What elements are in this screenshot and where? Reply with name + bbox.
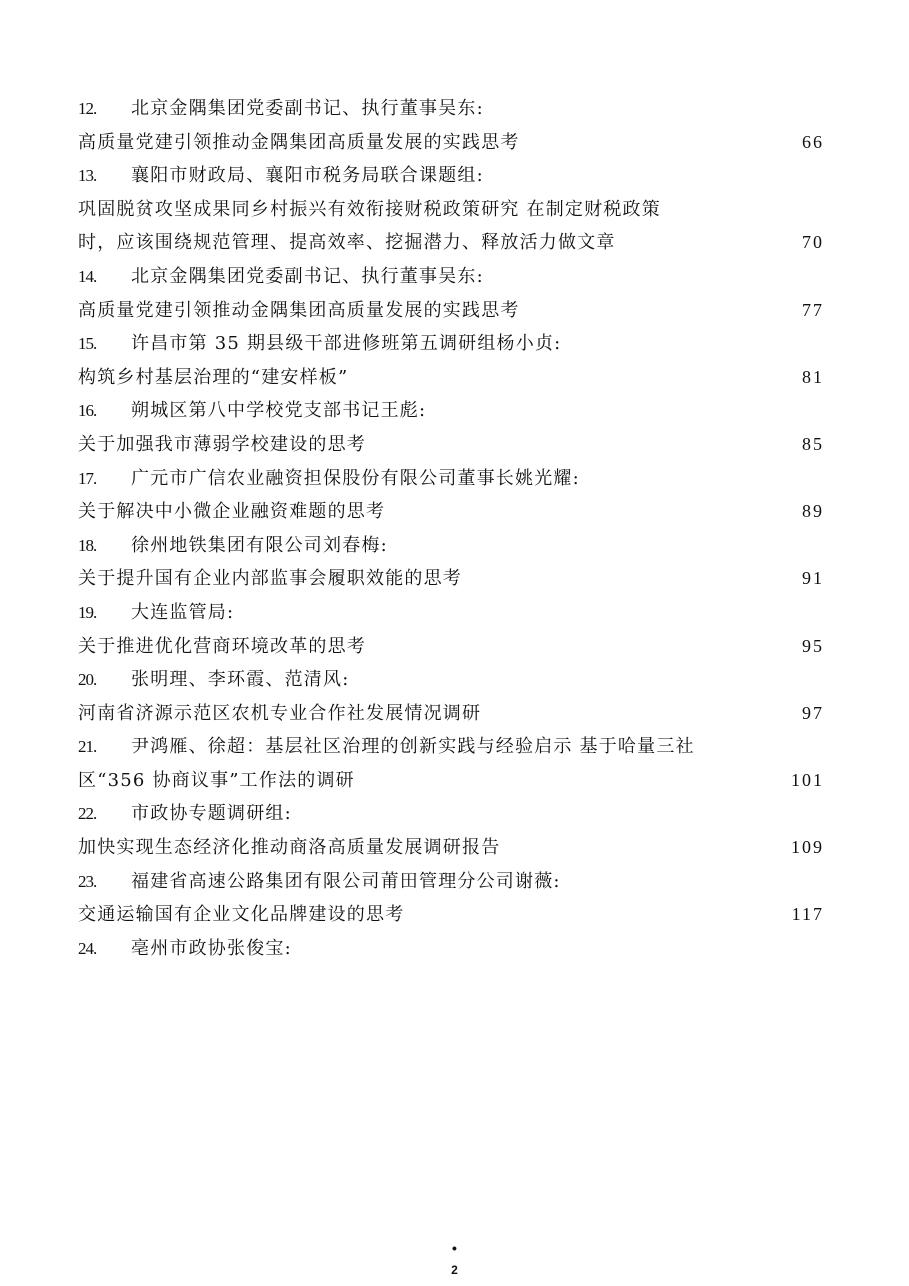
toc-entry-title-line [78,226,824,260]
toc-entry-page: 77 [802,299,824,320]
toc-entry-page: 85 [802,433,824,454]
toc-entry[interactable] [78,260,824,327]
toc-entry-title: 加快实现生态经济化推动商洛高质量发展调研报告 [78,837,501,859]
toc-entry-heading [78,932,824,966]
toc-entry-page: 109 [791,837,824,858]
toc-entry-author: 北京金隅集团党委副书记、执行董事吴东: [131,98,484,119]
toc-entry-title: 巩固脱贫攻坚成果同乡村振兴有效衔接财税政策研究 在制定财税政策 [78,198,661,220]
toc-entry-author: 襄阳市财政局、襄阳市税务局联合课题组: [131,165,484,187]
toc-entry-page: 81 [802,366,824,387]
toc-entry-number: 19. [78,602,97,622]
toc-entry-number: 23. [78,871,97,891]
toc-entry-page: 95 [802,635,824,656]
toc-entry-author: 福建省高速公路集团有限公司莆田管理分公司谢薇: [131,870,561,892]
toc-entry-page: 89 [802,501,824,522]
toc-entry-author: 大连监管局: [131,601,235,623]
toc-entry-number: 14. [78,266,97,286]
toc-entry[interactable] [78,394,824,461]
toc-entry-title: 河南省济源示范区农机专业合作社发展情况调研 [78,702,482,724]
toc-entry-author: 市政协专题调研组: [131,803,292,825]
toc-entry-heading [78,92,824,126]
toc-entry-heading [78,663,824,697]
toc-entry-number: 17. [78,468,97,488]
toc-entry-page: 97 [802,702,824,723]
toc-entry-author: 张明理、李环霞、范清风: [131,669,350,691]
toc-entry-page: 91 [802,568,824,589]
toc-entry[interactable] [78,865,824,932]
toc-entry-title: 关于解决中小微企业融资难题的思考 [78,501,386,523]
toc-entry[interactable] [78,462,824,529]
toc-entry-author: 许昌市第 35 期县级干部进修班第五调研组杨小贞: [131,333,562,355]
toc-entry-heading [78,529,824,563]
toc-entry[interactable] [78,159,824,260]
toc-entry-title: 交通运输国有企业文化品牌建设的思考 [78,904,405,926]
toc-entry-number: 18. [78,535,97,555]
toc-entry-number: 24. [78,938,97,958]
toc-entry-number: 15. [78,334,97,354]
toc-entry-author: 徐州地铁集团有限公司刘春梅: [131,534,388,556]
toc-entry-title-line [78,193,824,227]
toc-entry-title-line [78,126,824,160]
toc-entry-title: 关于提升国有企业内部监事会履职效能的思考 [78,568,462,590]
toc-entry-page: 66 [802,131,824,152]
toc-entry-author: 朔城区第八中学校党支部书记王彪: [131,400,427,422]
toc-entry-title-line [78,630,824,664]
toc-entry-number: 22. [78,804,97,824]
toc-entry-title: 高质量党建引领推动金隅集团高质量发展的实践思考 [78,299,520,321]
toc-entry-number: 13. [78,166,97,186]
toc-entry[interactable] [78,92,824,159]
toc-entry-author: 尹鸿雁、徐超：基层社区治理的创新实践与经验启示 基于哈量三社 [131,736,695,758]
toc-entry-heading [78,596,824,630]
toc-entry-number: 21. [78,737,97,757]
toc-entry-title: 关于推进优化营商环境改革的思考 [78,635,366,657]
toc-entry-title-line [78,831,824,865]
toc-entry-heading [78,394,824,428]
toc-entry[interactable] [78,932,824,966]
toc-entry-title-line [78,764,824,798]
toc-entry-title: 高质量党建引领推动金隅集团高质量发展的实践思考 [78,131,520,153]
toc-entry[interactable] [78,596,824,663]
toc-entry-title-line [78,562,824,596]
toc-entry-number: 12. [78,99,97,118]
toc-entry-title: 区“356 协商议事”工作法的调研 [78,769,355,791]
table-of-contents [78,92,824,965]
toc-entry[interactable] [78,327,824,394]
toc-entry-page: 101 [791,769,824,790]
toc-entry-author: 亳州市政协张俊宝: [131,937,292,959]
footer-dot: • [452,1240,457,1256]
toc-entry-title-line [78,697,824,731]
toc-entry-title-line [78,495,824,529]
toc-entry-number: 20. [78,670,97,690]
toc-entry-title: 关于加强我市薄弱学校建设的思考 [78,433,366,455]
toc-entry-title-line [78,294,824,328]
toc-entry-author: 广元市广信农业融资担保股份有限公司董事长姚光耀: [131,467,580,489]
toc-entry-heading [78,730,824,764]
toc-entry-title-line [78,898,824,932]
toc-entry[interactable] [78,797,824,864]
toc-entry[interactable] [78,730,824,797]
toc-entry-heading [78,865,824,899]
toc-entry[interactable] [78,529,824,596]
toc-entry-heading [78,159,824,193]
page-number: 2 [451,1263,458,1277]
toc-entry-title: 构筑乡村基层治理的“建安样板” [78,366,349,388]
toc-entry-page: 70 [802,232,824,253]
toc-entry-title-line [78,428,824,462]
toc-entry-heading [78,327,824,361]
toc-entry-heading [78,797,824,831]
toc-entry-author: 北京金隅集团党委副书记、执行董事吴东: [131,265,484,287]
toc-entry-heading [78,462,824,496]
toc-entry-heading [78,260,824,294]
toc-entry-title-line [78,361,824,395]
toc-entry-page: 117 [791,904,824,925]
toc-entry-title: 时，应该围绕规范管理、提高效率、挖掘潜力、释放活力做文章 [78,232,616,254]
toc-entry[interactable] [78,663,824,730]
toc-entry-number: 16. [78,401,97,421]
